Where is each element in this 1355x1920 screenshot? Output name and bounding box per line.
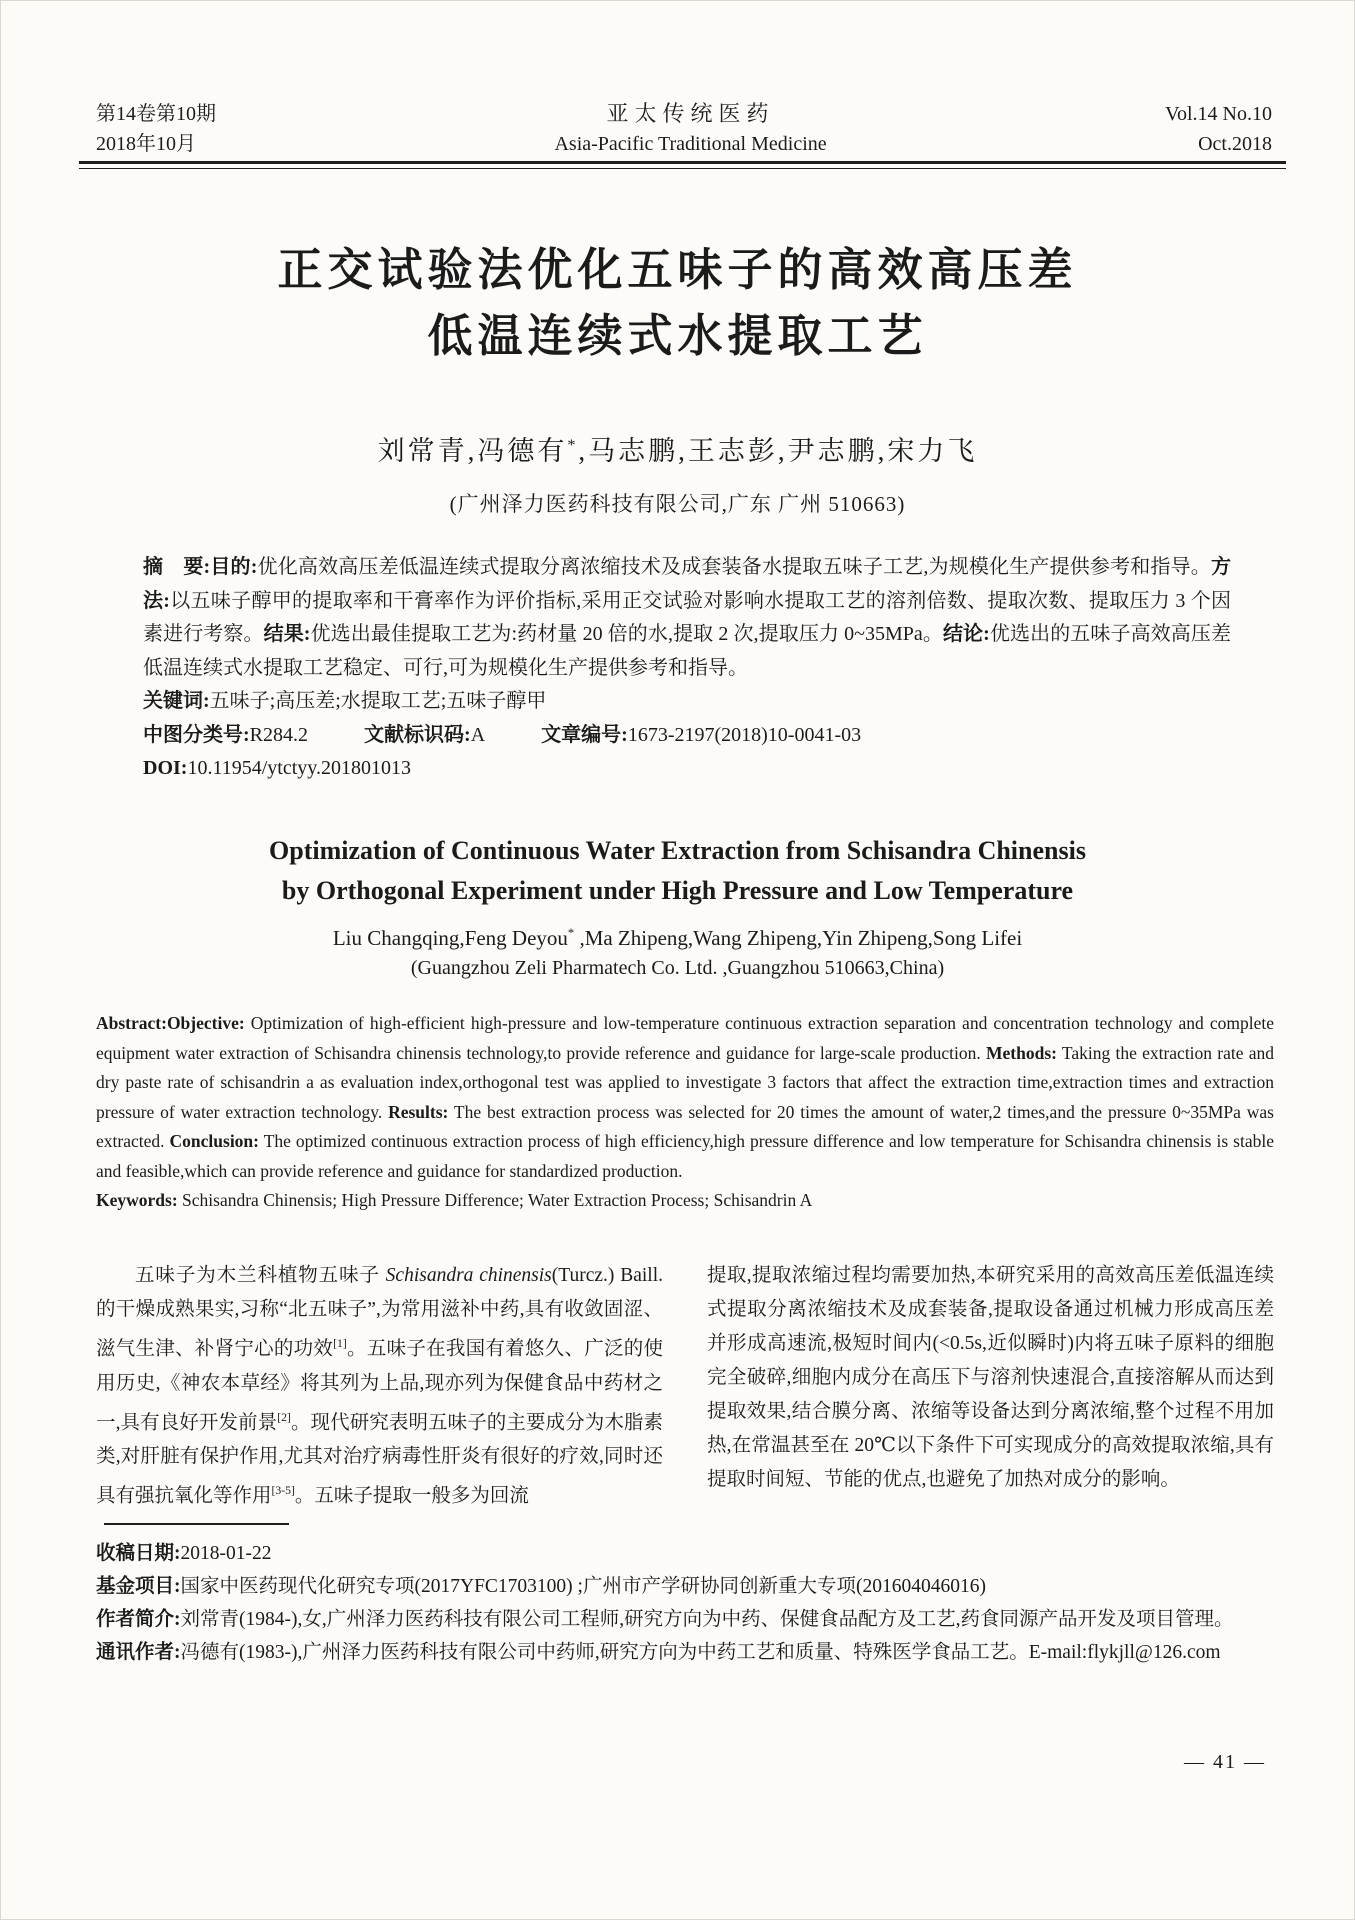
- volume-issue-cn: [96, 99, 216, 159]
- article-title-cn: [1, 237, 1354, 369]
- affiliation-en: (Guangzhou Zeli Pharmatech Co. Ltd. ,Guangzhou 510663,China): [410, 957, 945, 979]
- footnote-rule: [104, 1523, 289, 1525]
- article-title-en: [1, 831, 1354, 911]
- body-right-paragraph: 提取,提取浓缩过程均需要加热,本研究采用的高效高压差低温连续式提取分离浓缩技术及成套装备,提取设备通过机械力形成高压差并形成高速流,极短时间内(<0.5s,近似瞬时)内将五味子原料的细胞完全破碎,细胞内成分在高压下与溶剂快速混合,直接溶解从而达到提取效果,结合膜分离、浓缩等设备达到分离浓缩,整个过程不用加热,在常温甚至在 20℃以下条件下可实现成分的高效提取浓缩,具有提取时间短、节能的优点,也避免了加热对成分的影响。: [707, 1265, 1274, 1490]
- volume-line-en: Vol.14 No.10: [1165, 103, 1272, 125]
- footnote-corresponding: 通讯作者:冯德有(1983-),广州泽力医药科技有限公司中药师,研究方向为中药工艺和质量、特殊医学食品工艺。E-mail:flykjll@126.com: [96, 1642, 1221, 1663]
- volume-line: 第14卷第10期: [96, 103, 216, 125]
- abstract-en: Abstract:Objective: Optimization of high-efficient high-pressure and low-temperature continuous extraction separation and concentration technology and complete equipment water extraction of Schisandra chinensis technology,to provide reference and guidance for large-scale production. Methods: Taking the extraction rate and dry paste rate of schisandrin a as evaluation index,orthogonal test was applied to investigate 3 factors that affect the extraction time,extraction times and extraction pressure of water extraction technology. Results: The best extraction process was selected for 20 times the amount of water,2 times,and the pressure 0~35MPa was extracted. Conclusion: The optimized continuous extraction process of high efficiency,high pressure difference and low temperature for Schisandra chinensis is stable and feasible,which can provide reference and guidance for standardized production.: [96, 1013, 1274, 1181]
- date-line-cn: 2018年10月: [96, 133, 196, 155]
- abstract-cn: 摘 要:目的:优化高效高压差低温连续式提取分离浓缩技术及成套装备水提取五味子工艺,为规模化生产提供参考和指导。方法:以五味子醇甲的提取率和干膏率作为评价指标,采用正交试验对影响水提取工艺的溶剂倍数、提取次数、提取压力 3 个因素进行考察。结果:优选出最佳提取工艺为:药材量 20 倍的水,提取 2 次,提取压力 0~35MPa。结论:优选出的五味子高效高压差低温连续式水提取工艺稳定、可行,可为规模化生产提供参考和指导。: [143, 556, 1231, 679]
- article-title-en-line2: by Orthogonal Experiment under High Pressure and Low Temperature: [281, 876, 1074, 905]
- article-title-cn-line2: 低温连续式水提取工艺: [427, 310, 928, 361]
- page-number: — 41 —: [1184, 1751, 1266, 1773]
- english-head: [1, 831, 1354, 980]
- journal-title-block: [554, 99, 826, 159]
- authors-en: Liu Changqing,Feng Deyou* ,Ma Zhipeng,Wang Zhipeng,Yin Zhipeng,Song Lifei: [332, 926, 1023, 950]
- volume-issue-en: [1165, 99, 1272, 159]
- clc-line: 中图分类号:R284.2 文献标识码:A 文章编号:1673-2197(2018)10-0041-03: [143, 723, 862, 746]
- body-left-paragraph: 五味子为木兰科植物五味子 Schisandra chinensis(Turcz.) Baill. 的干燥成熟果实,习称“北五味子”,为常用滋补中药,具有收敛固涩、滋气生津、补肾宁心的功效[1]。五味子在我国有着悠久、广泛的使用历史,《神农本草经》将其列为上品,现亦列为保健食品中药材之一,具有良好开发前景[2]。现代研究表明五味子的主要成分为木脂素类,对肝脏有保护作用,尤其对治疗病毒性肝炎有很好的疗效,同时还具有强抗氧化等作用[3-5]。五味子提取一般多为回流: [96, 1265, 663, 1507]
- authors-cn: 刘常青,冯德有*,马志鹏,王志彭,尹志鹏,宋力飞: [377, 436, 978, 466]
- body-left-column: [96, 1259, 663, 1514]
- body-columns: [96, 1259, 1274, 1514]
- article-title-cn-line1: 正交试验法优化五味子的高效高压差: [277, 244, 1078, 295]
- footnote-fund: 基金项目:国家中医药现代化研究专项(2017YFC1703100) ;广州市产学研协同创新重大专项(201604046016): [96, 1576, 986, 1597]
- doi-line: DOI:10.11954/ytctyy.201801013: [143, 757, 411, 779]
- header-rule: [79, 161, 1286, 169]
- journal-title-en: Asia-Pacific Traditional Medicine: [554, 133, 827, 155]
- body-right-column: [707, 1259, 1274, 1514]
- journal-header: [96, 99, 1272, 159]
- abstract-en-block: [96, 1009, 1274, 1216]
- abstract-cn-block: [143, 551, 1231, 786]
- keywords-cn: 关键词:五味子;高压差;水提取工艺;五味子醇甲: [143, 690, 547, 712]
- date-line-en: Oct.2018: [1198, 133, 1272, 155]
- journal-title-cn: 亚太传统医药: [606, 101, 775, 126]
- footnote-block: [96, 1523, 1274, 1669]
- keywords-en: Keywords: Schisandra Chinensis; High Pressure Difference; Water Extraction Process; Schisandrin A: [96, 1190, 813, 1210]
- footnote-received: 收稿日期:2018-01-22: [96, 1543, 272, 1564]
- article-title-en-line1: Optimization of Continuous Water Extraction from Schisandra Chinensis: [269, 836, 1086, 865]
- footnote-author-bio: 作者简介:刘常青(1984-),女,广州泽力医药科技有限公司工程师,研究方向为中药、保健食品配方及工艺,药食同源产品开发及项目管理。: [96, 1609, 1234, 1630]
- affiliation-cn: (广州泽力医药科技有限公司,广东 广州 510663): [449, 492, 906, 516]
